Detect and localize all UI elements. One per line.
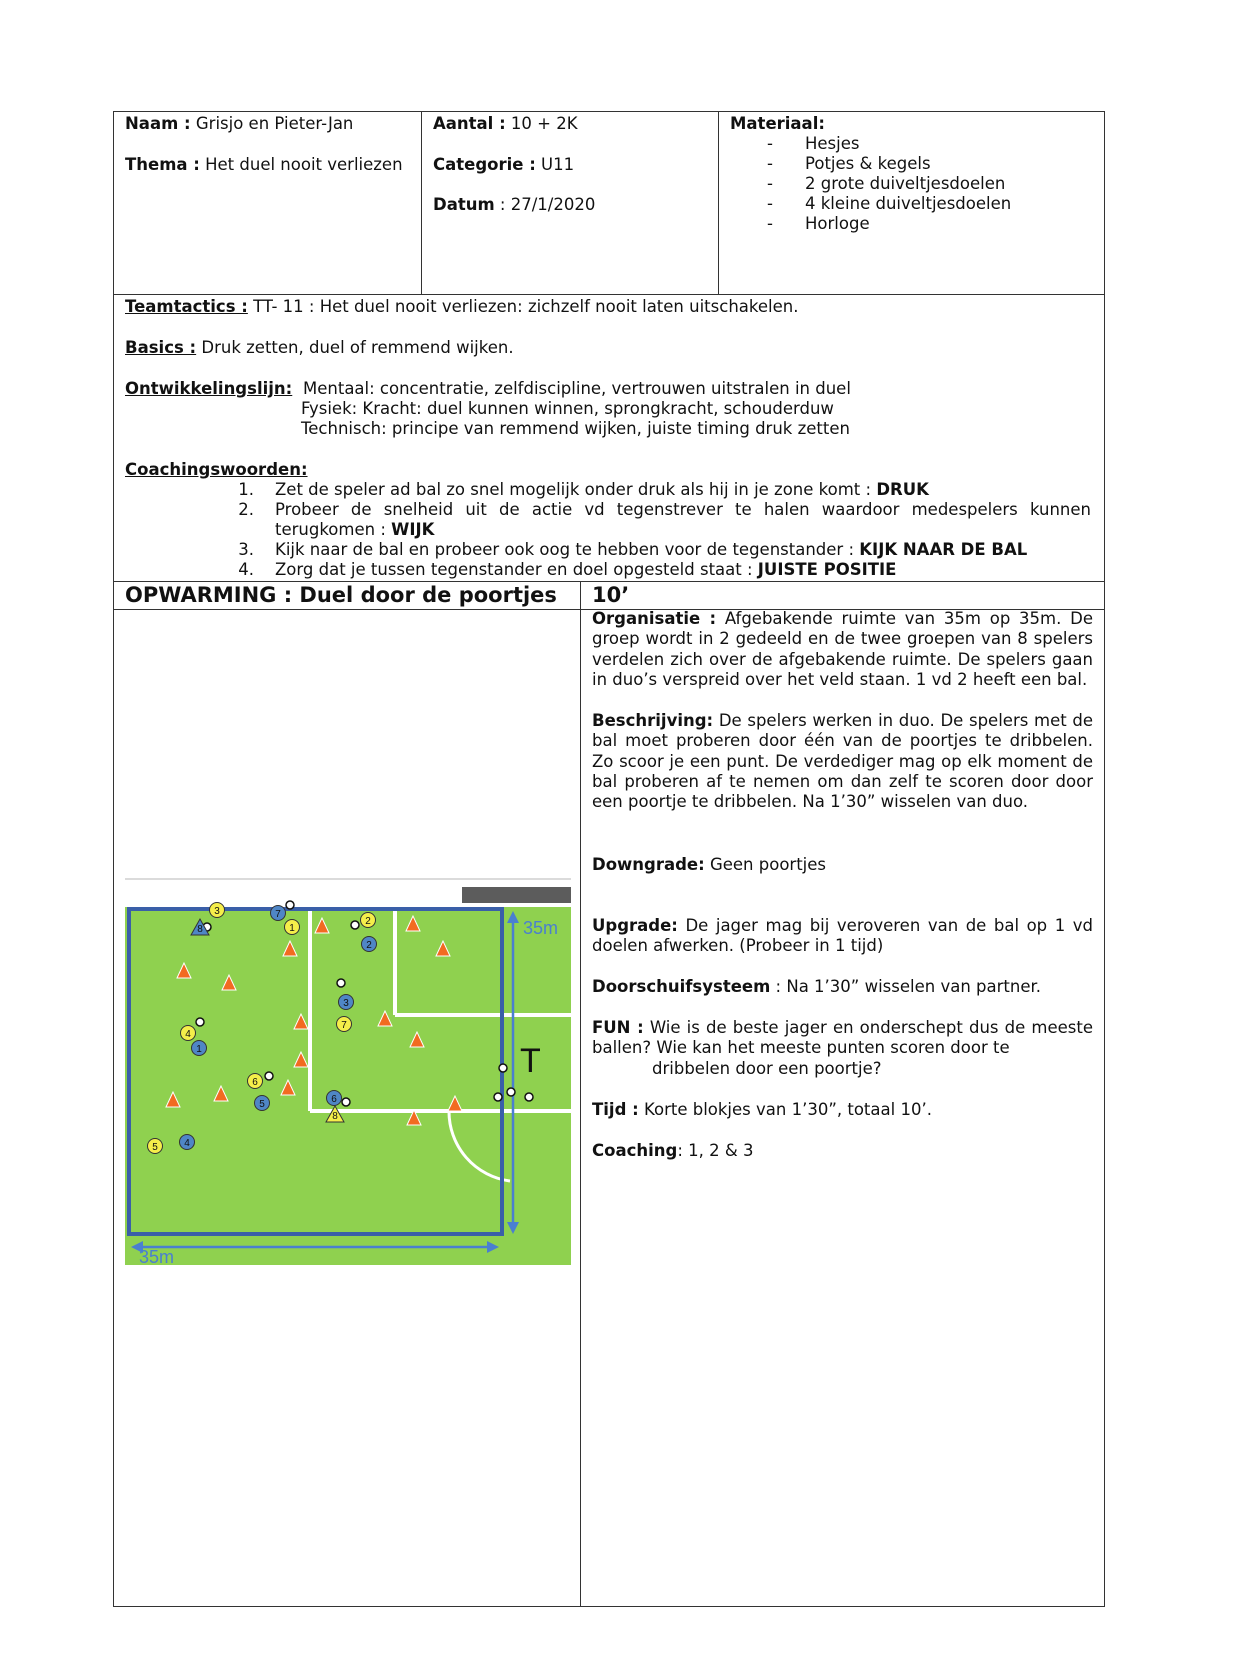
player-number: 5 <box>259 1099 265 1110</box>
thema-label: Thema : <box>125 155 200 174</box>
list-item: Horloge <box>805 214 870 233</box>
player-number: 8 <box>197 924 203 935</box>
list-item: Probeer de snelheid uit de actie vd tegenstrever te halen waardoor medespelers kunnen <box>275 500 1091 519</box>
row-divider <box>113 294 1105 295</box>
upgrade-block <box>592 916 1093 957</box>
downgrade-row: Downgrade: Geen poortjes <box>592 855 827 874</box>
categorie-row <box>433 155 574 175</box>
player-number: 5 <box>152 1142 158 1153</box>
fun-line: FUN : Wie is de beste jager en onderschept dus de meeste <box>592 1018 1094 1037</box>
naam-label: Naam : <box>125 114 191 133</box>
diagram-header-bar <box>462 887 571 903</box>
col-divider <box>718 111 719 295</box>
ball-icon <box>494 1093 502 1101</box>
list-number: 3. <box>238 540 254 559</box>
row-divider <box>113 581 1105 582</box>
naam-row <box>125 114 353 134</box>
doorschuif-row: Doorschuifsysteem : Na 1’30” wisselen van partner. <box>592 977 1041 996</box>
upgrade-line: Upgrade: De jager mag bij veroveren van de bal op 1 vd <box>592 916 1093 935</box>
zone-letter: T <box>520 1042 541 1080</box>
coaching-ref-row: Coaching: 1, 2 & 3 <box>592 1141 754 1160</box>
datum-label: Datum <box>433 195 495 214</box>
player-number: 2 <box>366 940 372 951</box>
organisatie-block <box>592 609 1093 690</box>
player-number: 6 <box>331 1094 337 1105</box>
tijd-row: Tijd : Korte blokjes van 1’30”, totaal 10’. <box>592 1100 932 1119</box>
exercise-duration: 10’ <box>592 583 630 607</box>
thema-row <box>125 155 403 175</box>
upgrade-line: doelen afwerken. (Probeer in 1 tijd) <box>592 936 884 956</box>
fun-line: ballen? Wie kan het meeste punten scoren door te <box>592 1038 1010 1058</box>
list-number: 4. <box>238 560 254 579</box>
beschrijving-line: een poortje te dribbelen. Na 1’30” wisselen van duo. <box>592 792 1029 812</box>
fun-line: dribbelen door een poortje? <box>652 1058 882 1078</box>
list-number: 2. <box>238 500 254 519</box>
ball-icon <box>507 1088 515 1096</box>
exercise-title: OPWARMING : Duel door de poortjes <box>125 583 557 607</box>
list-item: Zet de speler ad bal zo snel mogelijk onder druk als hij in je zone komt : DRUK <box>275 480 929 499</box>
basics-value: Druk zetten, duel of remmend wijken. <box>201 338 514 357</box>
list-item-continued: terugkomen : WIJK <box>275 520 435 539</box>
player-number: 7 <box>341 1020 347 1031</box>
ball-icon <box>525 1093 533 1101</box>
pitch <box>125 907 571 1265</box>
ball-icon <box>351 921 359 929</box>
player-number: 1 <box>196 1044 202 1055</box>
aantal-label: Aantal : <box>433 114 506 133</box>
player-number: 8 <box>332 1111 338 1122</box>
organisatie-line: in duo’s verspreid over het veld staan. 1 vd 2 heeft een bal. <box>592 669 1088 689</box>
organisatie-line: groep wordt in 2 gedeeld en de twee groepen van 8 spelers <box>592 629 1093 649</box>
beschrijving-line: Beschrijving: De spelers werken in duo. De spelers met de <box>592 711 1093 730</box>
player-number: 1 <box>289 923 295 934</box>
ball-icon <box>196 1018 204 1026</box>
fun-block <box>592 1018 1093 1079</box>
aantal-value: 10 + 2K <box>510 114 578 133</box>
ball-icon <box>286 901 294 909</box>
exercise-diagram <box>125 875 571 1265</box>
player-number: 2 <box>365 916 371 927</box>
organisatie-line: verdelen zich over de afgebakende ruimte. De spelers gaan <box>592 649 1093 669</box>
list-bullet: - <box>767 194 773 213</box>
player-number: 4 <box>185 1029 191 1040</box>
list-item: 2 grote duiveltjesdoelen <box>805 174 1006 193</box>
ontwikkeling-label: Ontwikkelingslijn: <box>125 379 293 398</box>
thema-value: Het duel nooit verliezen <box>205 155 403 174</box>
categorie-label: Categorie : <box>433 155 536 174</box>
organisatie-line: Organisatie : Afgebakende ruimte van 35m op 35m. De <box>592 609 1093 628</box>
player-number: 6 <box>252 1077 258 1088</box>
datum-row <box>433 195 595 215</box>
naam-value: Grisjo en Pieter-Jan <box>195 114 354 133</box>
ball-icon <box>265 1072 273 1080</box>
materiaal-label: Materiaal: <box>730 114 825 133</box>
beschrijving-line: Zo scoor je een punt. De verdediger mag op elk moment de <box>592 751 1093 771</box>
list-bullet: - <box>767 134 773 153</box>
aantal-row <box>433 114 578 134</box>
basics-row <box>125 338 514 358</box>
list-item: 4 kleine duiveltjesdoelen <box>805 194 1012 213</box>
ontwikkeling-line: Technisch: principe van remmend wijken, juiste timing druk zetten <box>301 419 850 438</box>
ontwikkeling-line: Mentaal: concentratie, zelfdiscipline, vertrouwen uitstralen in duel <box>303 379 851 398</box>
ontwikkeling-line: Fysiek: Kracht: duel kunnen winnen, sprongkracht, schouderduw <box>301 399 834 418</box>
col-divider <box>580 581 581 1607</box>
list-item: Hesjes <box>805 134 860 153</box>
list-number: 1. <box>238 480 254 499</box>
teamtactics-value: TT- 11 : Het duel nooit verliezen: zichzelf nooit laten uitschakelen. <box>253 297 799 316</box>
player-number: 7 <box>275 909 281 920</box>
datum-value: : 27/1/2020 <box>499 195 596 214</box>
beschrijving-line: bal moet proberen door één van de poortjes te dribbelen. <box>592 731 1093 751</box>
list-item: Potjes & kegels <box>805 154 931 173</box>
beschrijving-line: bal proberen af te nemen om dan zelf te scoren door door <box>592 771 1093 791</box>
player-number: 3 <box>214 906 220 917</box>
basics-label: Basics : <box>125 338 197 357</box>
beschrijving-block <box>592 711 1093 812</box>
ball-icon <box>499 1064 507 1072</box>
teamtactics-row <box>125 297 798 317</box>
dimension-label-bottom: 35m <box>139 1247 175 1265</box>
list-bullet: - <box>767 154 773 173</box>
list-item: Kijk naar de bal en probeer ook oog te hebben voor de tegenstander : KIJK NAAR DE BAL <box>275 540 1028 559</box>
dimension-label-right: 35m <box>523 918 559 938</box>
player-number: 4 <box>184 1138 190 1149</box>
ball-icon <box>337 979 345 987</box>
list-bullet: - <box>767 214 773 233</box>
col-divider <box>421 111 422 295</box>
coaching-label: Coachingswoorden: <box>125 460 308 479</box>
ball-icon <box>342 1098 350 1106</box>
list-item: Zorg dat je tussen tegenstander en doel opgesteld staat : JUISTE POSITIE <box>275 560 897 579</box>
list-bullet: - <box>767 174 773 193</box>
teamtactics-label: Teamtactics : <box>125 297 248 316</box>
categorie-value: U11 <box>541 155 575 174</box>
player-number: 3 <box>343 998 349 1009</box>
